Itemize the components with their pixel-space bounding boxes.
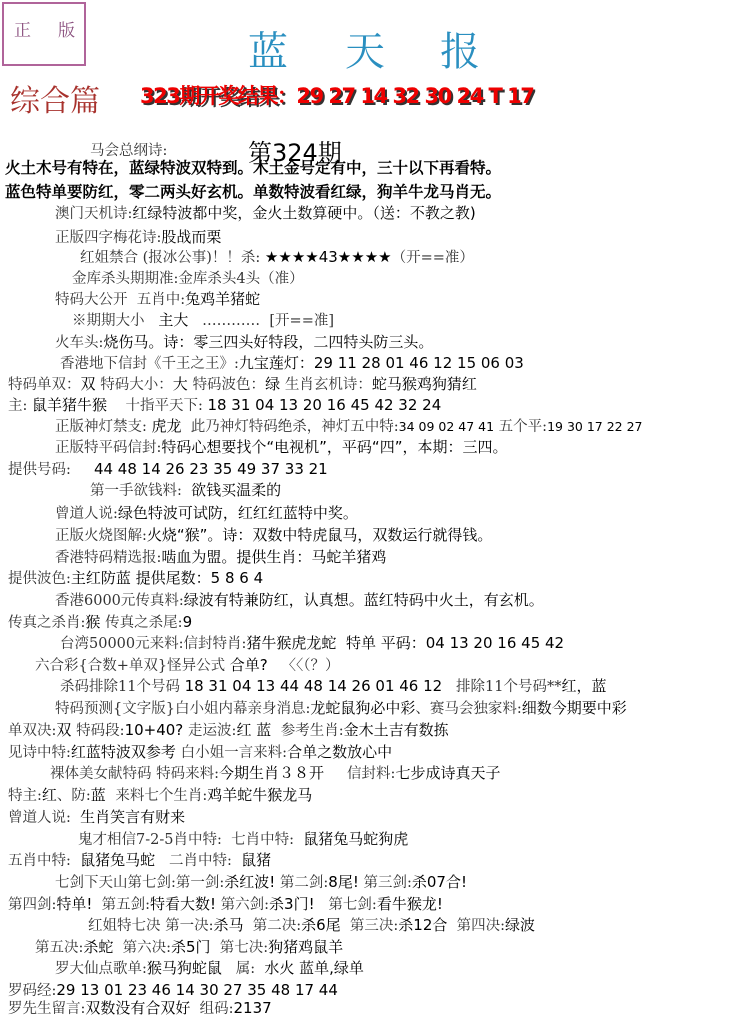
line-label: 十指平天下: — [107, 398, 208, 414]
text-line — [72, 310, 334, 331]
line-label: 红姐特七决 第一决: — [88, 918, 214, 934]
line-value: 大 — [172, 375, 193, 393]
line-value: 44 48 14 26 23 35 49 37 33 21 — [93, 460, 328, 478]
line-value: 红绿特波都中奖，金火土数算硬中。（送：不教之教) — [132, 204, 476, 222]
line-label: 主: — [8, 398, 32, 414]
line-value: 红，蓝 — [561, 677, 607, 695]
line-label: 澳门天机诗: — [55, 206, 133, 222]
line-label: 特主: — [8, 788, 42, 804]
line-value: 鼠猪 — [241, 851, 272, 869]
draw-result-headline: 323期开奖结果：29 27 14 32 30 24 T 17 — [140, 84, 534, 108]
line-value: 主红防蓝 提供尾数：5 8 6 4 — [70, 569, 264, 587]
text-line — [78, 829, 408, 850]
line-value: 蓝 — [90, 786, 116, 804]
line-label: 第六剑: — [216, 897, 270, 913]
line-value: 鼠羊猪牛猴 — [32, 396, 108, 414]
line-label: 特码大小： — [100, 377, 173, 393]
line-value: 欲钱买温柔的 — [191, 481, 282, 499]
text-line — [50, 763, 500, 784]
line-label: 来料七个生肖: — [115, 788, 208, 804]
line-value: 红 — [41, 786, 57, 804]
line-label: 五个平: — [494, 419, 548, 435]
line-label: 金库杀头4头（准） — [178, 271, 304, 287]
line-label: 第一手欲钱料: — [90, 483, 192, 499]
line-label: 二肖中特: — [155, 853, 242, 869]
line-label: 传真之杀肖: — [8, 615, 86, 631]
text-line — [55, 203, 476, 224]
line-label: 罗码经: — [8, 983, 57, 999]
text-line — [60, 676, 607, 697]
line-label: 此乃神灯特码绝杀，神灯五中特: — [181, 419, 399, 435]
line-label: 七肖中特: — [231, 832, 304, 848]
line-value: 双 — [80, 375, 101, 393]
line-label: 、防: — [56, 788, 91, 804]
line-label: 罗大仙点歌单: — [55, 961, 147, 977]
line-value: 鼠猪兔马蛇 — [80, 851, 156, 869]
line-label: 特码大公开 五肖中: — [55, 292, 186, 308]
badge-right: 版 — [58, 21, 75, 41]
line-label: 裸体美女献特码 特码来料: — [50, 766, 219, 782]
text-line — [55, 332, 433, 353]
section-title: 综合篇 — [10, 84, 100, 119]
text-line — [55, 590, 544, 611]
line-value: 红 蓝 — [236, 721, 281, 739]
text-line — [8, 785, 312, 806]
text-line — [5, 158, 501, 178]
text-line — [55, 289, 260, 310]
line-value: 火土木号有特在，蓝绿特波双特到。木土金号定有中，三十以下再看特。 — [5, 159, 502, 177]
line-value: 鸡羊蛇牛猴龙马 — [207, 786, 313, 804]
text-line — [8, 374, 477, 395]
line-value: 29 13 01 23 46 14 30 27 35 48 17 44 — [56, 981, 338, 999]
line-label: 信封料: — [324, 766, 396, 782]
line-value: 狗猪鸡鼠羊 — [268, 938, 344, 956]
line-value: 猴马狗蛇鼠 — [146, 959, 222, 977]
line-label: 第五决: — [35, 940, 84, 956]
line-label: 第五剑: — [92, 897, 151, 913]
line-value: 杀蛇 — [83, 938, 114, 956]
line-value: 七步成诗真天子 — [395, 764, 501, 782]
line-label: 正版四字梅花诗: — [55, 230, 162, 246]
line-value: 龙蛇鼠狗必中彩 — [310, 699, 416, 717]
line-label: 五肖中特: — [8, 853, 81, 869]
line-value: 九宝莲灯：29 11 28 01 46 12 15 06 03 — [238, 354, 524, 372]
line-label: 火车头: — [55, 335, 104, 351]
text-line — [55, 525, 492, 546]
line-label: 〈〈（？） — [267, 658, 340, 674]
masthead-char-1: 蓝 — [248, 29, 288, 75]
text-line — [88, 915, 535, 936]
line-label: 属: — [221, 961, 265, 977]
line-label: ※期期大小 — [72, 313, 159, 329]
line-label: 特码波色： — [192, 377, 266, 393]
text-line — [8, 459, 328, 480]
text-line — [5, 182, 501, 202]
text-line — [55, 547, 386, 568]
line-label: 特码单双： — [8, 377, 81, 393]
line-label: 第四决: — [447, 918, 505, 934]
line-value: 杀6尾 — [301, 916, 341, 934]
line-value: 细数今期要中彩 — [521, 699, 627, 717]
line-value: 双 — [56, 721, 77, 739]
text-line — [72, 268, 304, 289]
line-label: 杀码排除11个号码 — [60, 679, 185, 695]
text-line — [55, 503, 358, 524]
line-label: 单双决: — [8, 723, 57, 739]
text-line — [8, 998, 272, 1019]
line-label: 第二决: — [243, 918, 302, 934]
line-value: 18 31 04 13 20 16 45 42 32 24 — [207, 396, 442, 414]
line-label: 正版特平码信封: — [55, 440, 162, 456]
line-label: 见诗中特: — [8, 745, 71, 761]
line-label: 第二剑: — [275, 875, 329, 891]
line-label: 排除11个号码** — [442, 679, 562, 695]
masthead-char-2: 天 — [345, 29, 385, 75]
line-value: 绿色特波可试防，红红红蓝特中奖。 — [117, 504, 358, 522]
text-line — [8, 894, 443, 915]
text-line — [35, 937, 343, 958]
line-label: ………… [开==准] — [188, 313, 335, 329]
line-value: 鼠猪兔马蛇狗虎 — [303, 830, 409, 848]
line-value: 金木土吉有数拣 — [343, 721, 449, 739]
line-value: 杀5门 — [171, 938, 211, 956]
line-label: 鬼才相信7-2-5肖中特: — [78, 832, 232, 848]
line-label: 正版神灯禁支: — [55, 419, 152, 435]
line-value: 红蓝特波双参考 — [70, 743, 181, 761]
line-value: 蓝色特单要防红，零二两头好玄机。单数特波看红绿，狗羊牛龙马肖无。 — [5, 183, 502, 201]
text-line — [8, 720, 449, 741]
line-value: 杀12合 — [398, 916, 448, 934]
line-label: 提供号码: — [8, 462, 94, 478]
text-line — [55, 872, 467, 893]
line-value: 杀07合! — [411, 873, 467, 891]
line-label: （开==准） — [391, 250, 474, 266]
line-label: 红姐禁合 (报冰公事)！！杀: — [80, 250, 265, 266]
line-value: 18 31 04 13 44 48 14 26 01 46 12 — [184, 677, 443, 695]
line-value: 主大 — [158, 311, 189, 329]
line-label: 七剑下天山第七剑:第一剑: — [55, 875, 225, 891]
line-label: 第三决: — [340, 918, 399, 934]
line-label: 第六决: — [113, 940, 172, 956]
line-value: 股战而栗 — [161, 228, 222, 246]
text-line — [8, 395, 441, 416]
line-value: 合单之数放心中 — [287, 743, 393, 761]
line-label: 正版火烧图解: — [55, 528, 147, 544]
text-line — [8, 568, 263, 589]
line-value: 烧伤马。诗：零三四头好特段，二四特头防三头。 — [103, 333, 434, 351]
line-label: 曾道人说: — [55, 506, 118, 522]
text-line — [55, 698, 627, 719]
text-line — [60, 633, 564, 654]
text-line — [8, 850, 271, 871]
line-value: 蛇马猴鸡狗猜红 — [371, 375, 477, 393]
genuine-edition-badge — [2, 2, 86, 66]
line-value: 特码心想要找个“电视机”，平码“四”，本期：三四。 — [161, 438, 508, 456]
line-value: 9 — [182, 613, 193, 631]
text-line — [55, 416, 643, 437]
line-value: 啮血为盟。提供生肖：马蛇羊猪鸡 — [161, 548, 387, 566]
line-value: 特单! — [56, 895, 93, 913]
line-label: 第三剑: — [358, 875, 412, 891]
line-label: 香港6000元传真料: — [55, 593, 184, 609]
line-value: 杀马 — [213, 916, 244, 934]
line-value: 绿波 — [504, 916, 535, 934]
line-label: 生肖玄机诗： — [284, 377, 372, 393]
line-value: 19 30 17 22 27 — [547, 419, 643, 434]
line-value: 杀红波! — [224, 873, 276, 891]
line-label: 提供波色: — [8, 571, 71, 587]
line-label: 香港地下信封《千王之王》: — [60, 356, 239, 372]
line-label: 特码预测{文字版}白小姐内幕亲身消息: — [55, 701, 311, 717]
line-value: 今期生肖３８开 — [219, 764, 325, 782]
line-value: 合单? — [229, 656, 268, 674]
line-label: 罗先生留言: — [8, 1001, 86, 1017]
line-label: 第七剑: — [314, 897, 377, 913]
text-line — [55, 437, 507, 458]
line-value: 生肖笑言有财来 — [80, 808, 186, 826]
line-value: 水火 蓝单,绿单 — [264, 959, 364, 977]
text-line — [55, 227, 221, 248]
line-value: 兔鸡羊猪蛇 — [185, 290, 261, 308]
line-label: 特码段: — [76, 723, 125, 739]
line-value: 8尾! — [328, 873, 359, 891]
text-line — [8, 807, 185, 828]
line-label: 台湾50000元来料:信封特肖: — [60, 636, 247, 652]
line-value: ★★★★43★★★★ — [264, 248, 392, 266]
line-label: 曾道人说: — [8, 810, 81, 826]
line-label: 组码: — [190, 1001, 234, 1017]
badge-left: 正 — [14, 21, 31, 41]
text-line — [55, 958, 364, 979]
text-line — [80, 247, 474, 268]
line-value: 特单 平码：04 13 20 16 45 42 — [336, 634, 565, 652]
line-label: 金库杀头期期准: — [72, 271, 179, 287]
line-value: 双数没有合双好 — [85, 999, 191, 1017]
line-label: 马会总纲诗: — [90, 143, 168, 159]
line-value: 绿 — [265, 375, 285, 393]
issue-number: 第324期 — [248, 139, 342, 167]
line-value: 虎龙 — [151, 417, 182, 435]
text-line — [60, 353, 524, 374]
text-line — [8, 612, 192, 633]
line-value: 绿波有特兼防红，认真想。蓝红特码中火土，有玄机。 — [183, 591, 544, 609]
line-label: 参考生肖: — [280, 723, 344, 739]
line-label: 香港特码精选报: — [55, 550, 162, 566]
text-line — [35, 655, 340, 676]
line-label: 传真之杀尾: — [105, 615, 183, 631]
text-line — [90, 480, 281, 501]
line-value: 猪牛猴虎龙蛇 — [246, 634, 337, 652]
line-label: 第七决: — [210, 940, 269, 956]
line-label: 走运波: — [188, 723, 237, 739]
line-value: 34 09 02 47 41 — [398, 419, 495, 434]
line-label: 六合彩{合数+单双}怪异公式 — [35, 658, 230, 674]
line-value: 猴 — [85, 613, 106, 631]
line-value: 杀3门! — [269, 895, 315, 913]
line-value: 看牛猴龙! — [376, 895, 443, 913]
text-line — [8, 742, 392, 763]
line-value: 2137 — [233, 999, 272, 1017]
line-value: 特看大数! — [150, 895, 217, 913]
line-value: 10+40? — [124, 721, 189, 739]
line-label: 、赛马会独家料: — [415, 701, 522, 717]
masthead-char-3: 报 — [440, 29, 480, 75]
line-label: 白小姐一言来料: — [180, 745, 288, 761]
line-value: 火烧“猴”。诗：双数中特虎鼠马，双数运行就得钱。 — [146, 526, 493, 544]
line-label: 第四剑: — [8, 897, 57, 913]
